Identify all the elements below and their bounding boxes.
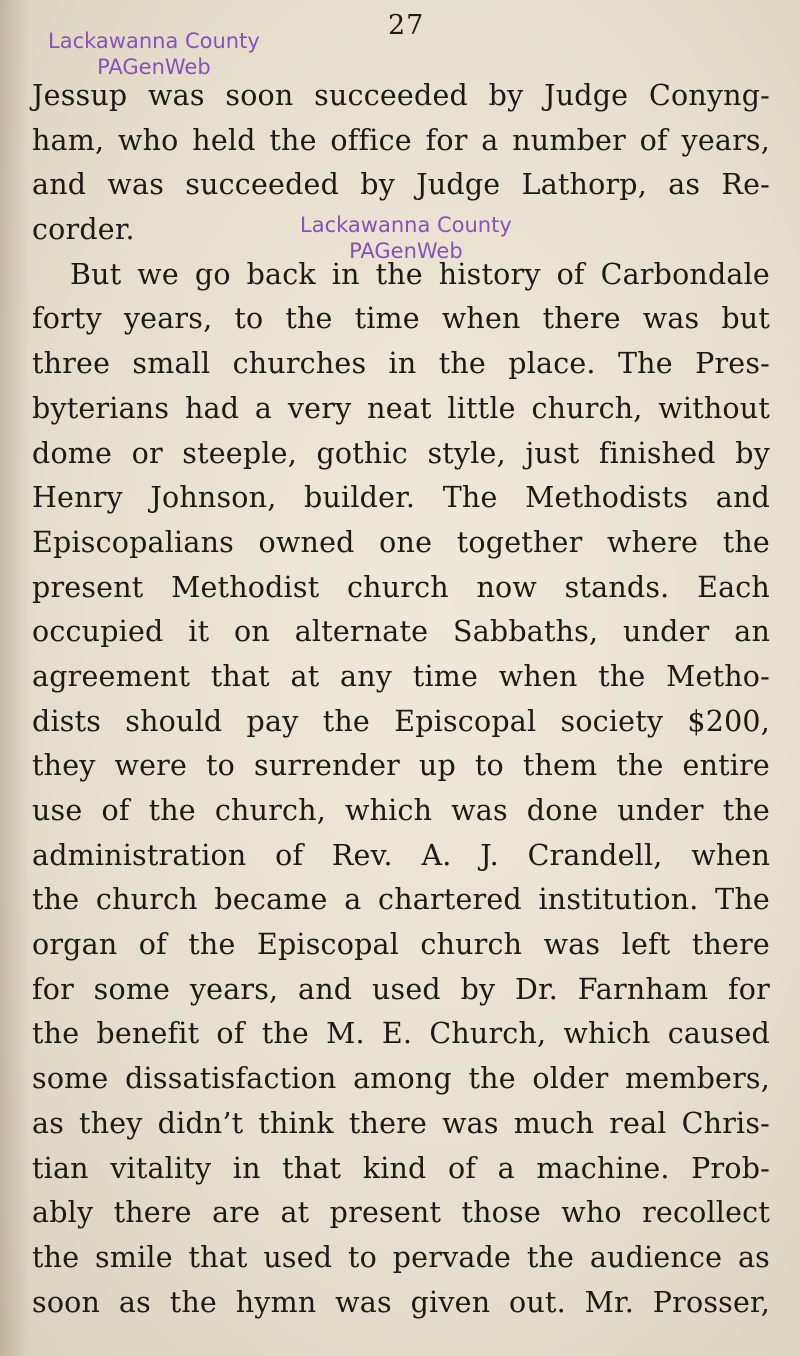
- text-line: ham, who held the office for a number of years,: [32, 123, 770, 157]
- text-line: forty years, to the time when there was but: [32, 302, 770, 336]
- watermark-line-1: Lackawanna County: [48, 29, 260, 53]
- text-line: organ of the Episcopal church was left there: [32, 928, 770, 962]
- text-line: three small churches in the place. The Pres-: [32, 347, 770, 381]
- watermark-line-2: PAGenWeb: [97, 55, 211, 79]
- watermark-line-1: Lackawanna County: [300, 213, 512, 237]
- text-line: the smile that used to pervade the audience as: [32, 1240, 770, 1274]
- text-line: ably there are at present those who recollect: [32, 1196, 770, 1230]
- text-line: dome or steeple, gothic style, just finished by: [32, 436, 770, 470]
- paragraph-start-line: But we go back in the history of Carbondale: [70, 257, 770, 291]
- text-line: for some years, and used by Dr. Farnham for: [32, 972, 770, 1006]
- text-line: use of the church, which was done under the: [32, 794, 770, 827]
- text-line: they were to surrender up to them the entire: [32, 749, 770, 783]
- text-line: agreement that at any time when the Metho-: [32, 659, 770, 693]
- text-line: administration of Rev. A. J. Crandell, when: [32, 838, 770, 872]
- text-line: byterians had a very neat little church, without: [32, 391, 770, 425]
- text-line: tian vitality in that kind of a machine. Prob-: [32, 1151, 770, 1185]
- body-text: [32, 74, 770, 1325]
- text-line: occupied it on alternate Sabbaths, under an: [32, 615, 770, 649]
- watermark-top: [48, 28, 260, 80]
- watermark-line-2: PAGenWeb: [349, 239, 463, 263]
- page-number: 27: [388, 10, 425, 41]
- text-line: the church became a chartered institution. The: [32, 883, 770, 917]
- text-line: and was succeeded by Judge Lathorp, as Re-: [32, 168, 770, 202]
- text-line: as they didn’t think there was much real Chris-: [32, 1106, 770, 1140]
- text-line: soon as the hymn was given out. Mr. Prosser,: [32, 1285, 770, 1319]
- text-line: present Methodist church now stands. Each: [32, 570, 770, 604]
- text-line: corder.: [32, 213, 135, 247]
- text-line: some dissatisfaction among the older members,: [32, 1062, 770, 1096]
- text-line: dists should pay the Episcopal society $200,: [32, 704, 770, 738]
- text-line: Henry Johnson, builder. The Methodists and: [32, 481, 770, 515]
- text-line: Episcopalians owned one together where the: [32, 525, 770, 559]
- text-line: the benefit of the M. E. Church, which caused: [32, 1017, 770, 1051]
- text-line: Jessup was soon succeeded by Judge Conyng-: [32, 79, 770, 112]
